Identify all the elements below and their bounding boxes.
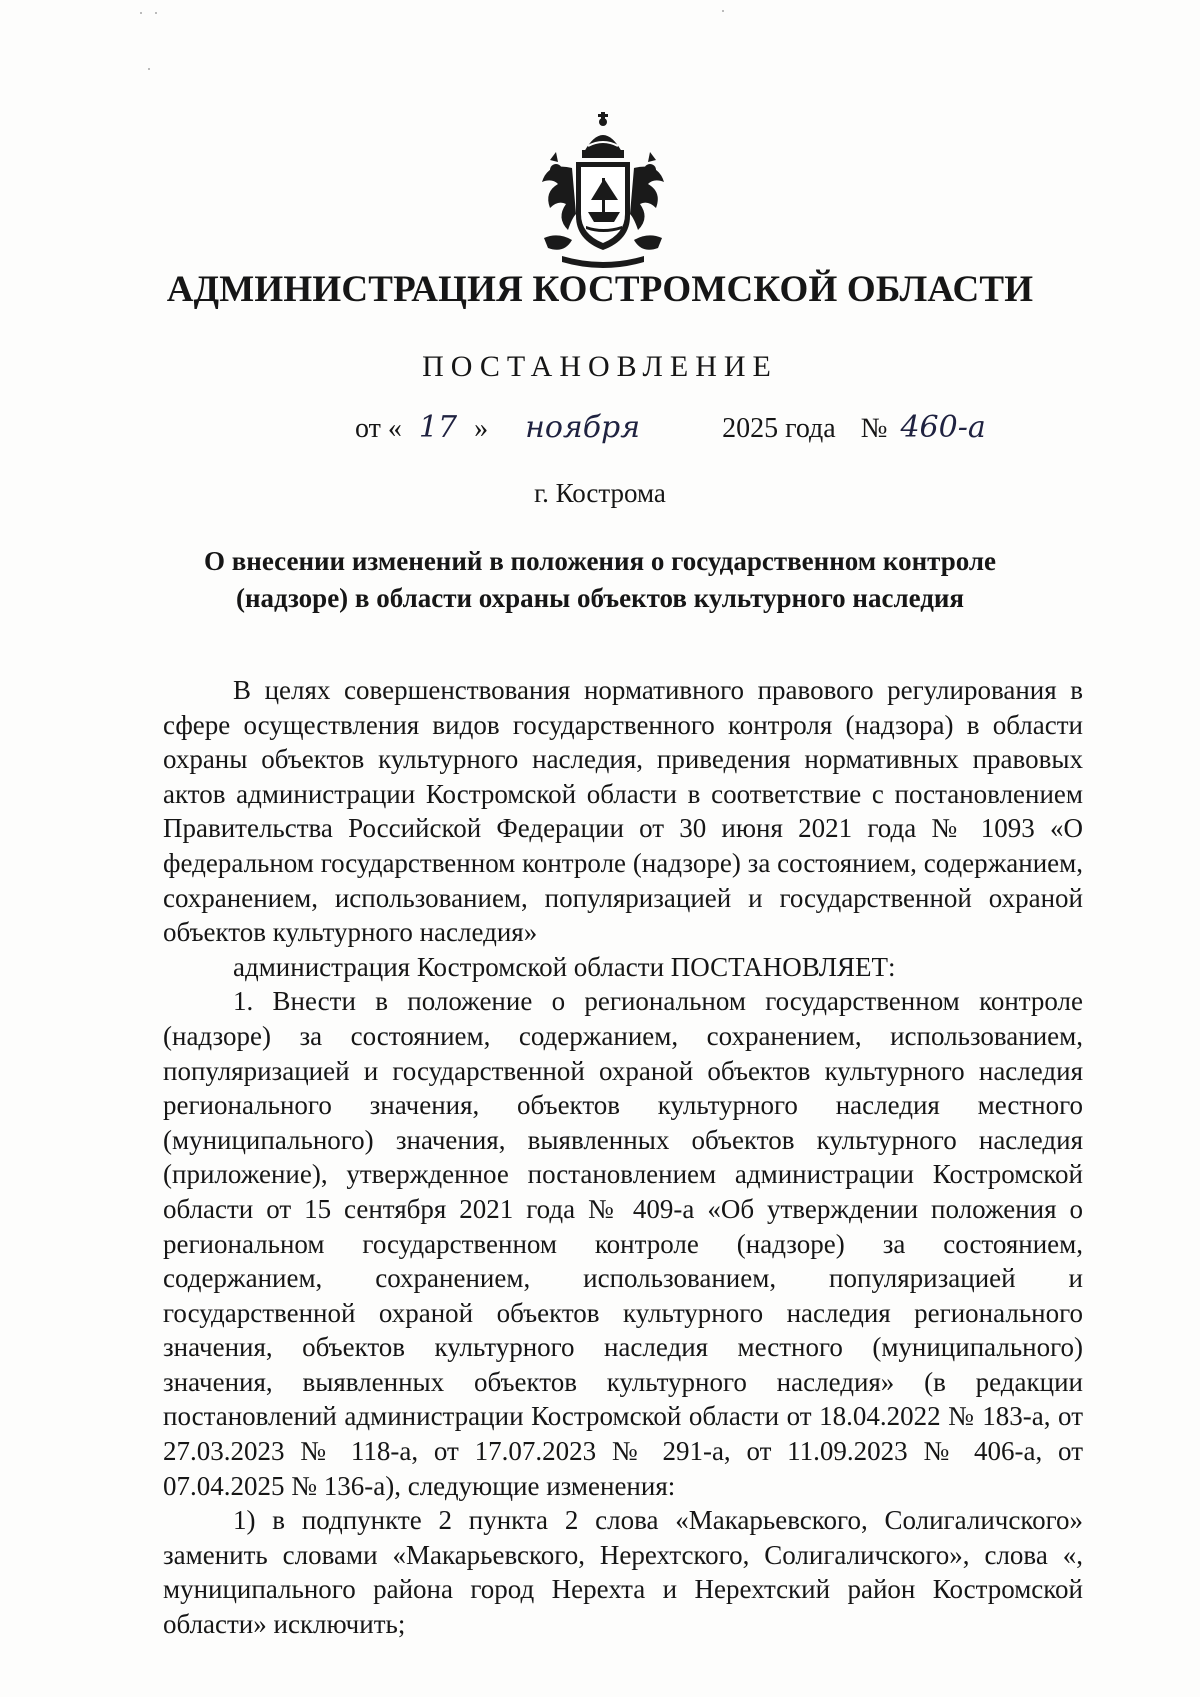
scan-speck — [148, 68, 150, 70]
title-line-1: О внесении изменений в положения о государственном контроле — [203, 546, 997, 576]
document-title — [0, 543, 1200, 617]
scan-speck — [722, 10, 724, 12]
document-type: ПОСТАНОВЛЕНИЕ — [422, 350, 778, 383]
organization-name: АДМИНИСТРАЦИЯ КОСТРОМСКОЙ ОБЛАСТИ — [166, 269, 1034, 310]
document-body — [163, 673, 1083, 1642]
number-sign: № — [860, 413, 888, 444]
resolve-paragraph: администрация Костромской области ПОСТАНОВЛЯЕТ: — [233, 951, 896, 982]
coat-of-arms-icon — [528, 108, 678, 270]
date-day-close: » — [474, 413, 489, 444]
date-day: 17 — [418, 410, 458, 445]
preamble-paragraph: В целях совершенствования нормативного правового регулирования в сфере осуществления видов государственного контроля (надзора) в области охраны объектов культурного наследия, приведения нормативных правовых актов администрации Костромской области в соответствие с постановлением Правительства Российской Федерации от 30 июня 2021 года № 1093 «О федеральном государственном контроле (надзоре) за состоянием, содержанием, сохранением, использованием, популяризацией и государственной охраной объектов культурного наследия» — [163, 675, 1083, 948]
date-year: 2025 года — [722, 413, 836, 444]
city: г. Кострома — [534, 478, 666, 508]
document-number: 460-а — [900, 410, 986, 445]
item-1-paragraph: 1. Внести в положение о региональном государственном контроле (надзоре) за состоянием, содержанием, сохранением, использованием, популяризацией и государственной охраной объектов культурного наследия регионального значения, объектов культурного наследия местного (муниципального) значения, выявленных объектов культурного наследия (приложение), утвержденное постановлением администрации Костромской области от 15 сентября 2021 года № 409-а «Об утверждении положения о региональном государственном контроле (надзоре) за состоянием, содержанием, сохранением, использованием, популяризацией и государственной охраной объектов культурного наследия регионального значения, объектов культурного наследия местного (муниципального) значения, выявленных объектов культурного наследия» (в редакции постановлений администрации Костромской области от 18.04.2022 № 183-а, от 27.03.2023 № 118-а, от 17.07.2023 № 291-а, от 11.09.2023 № 406-а, от 07.04.2025 № 136-а), следующие изменения: — [163, 986, 1083, 1501]
scan-speck — [155, 12, 157, 14]
title-line-2: (надзоре) в области охраны объектов культурного наследия — [235, 583, 965, 613]
date-prefix: от « — [355, 413, 402, 444]
date-line — [355, 410, 986, 445]
scan-speck — [140, 12, 142, 14]
date-month: ноября — [525, 410, 641, 445]
item-1-1-paragraph: 1) в подпункте 2 пункта 2 слова «Макарьевского, Солигаличского» заменить словами «Макарьевского, Нерехтского, Солигаличского», слова «, муниципального района город Нерехта и Нерехтский район Костромской области» исключить; — [163, 1505, 1083, 1640]
